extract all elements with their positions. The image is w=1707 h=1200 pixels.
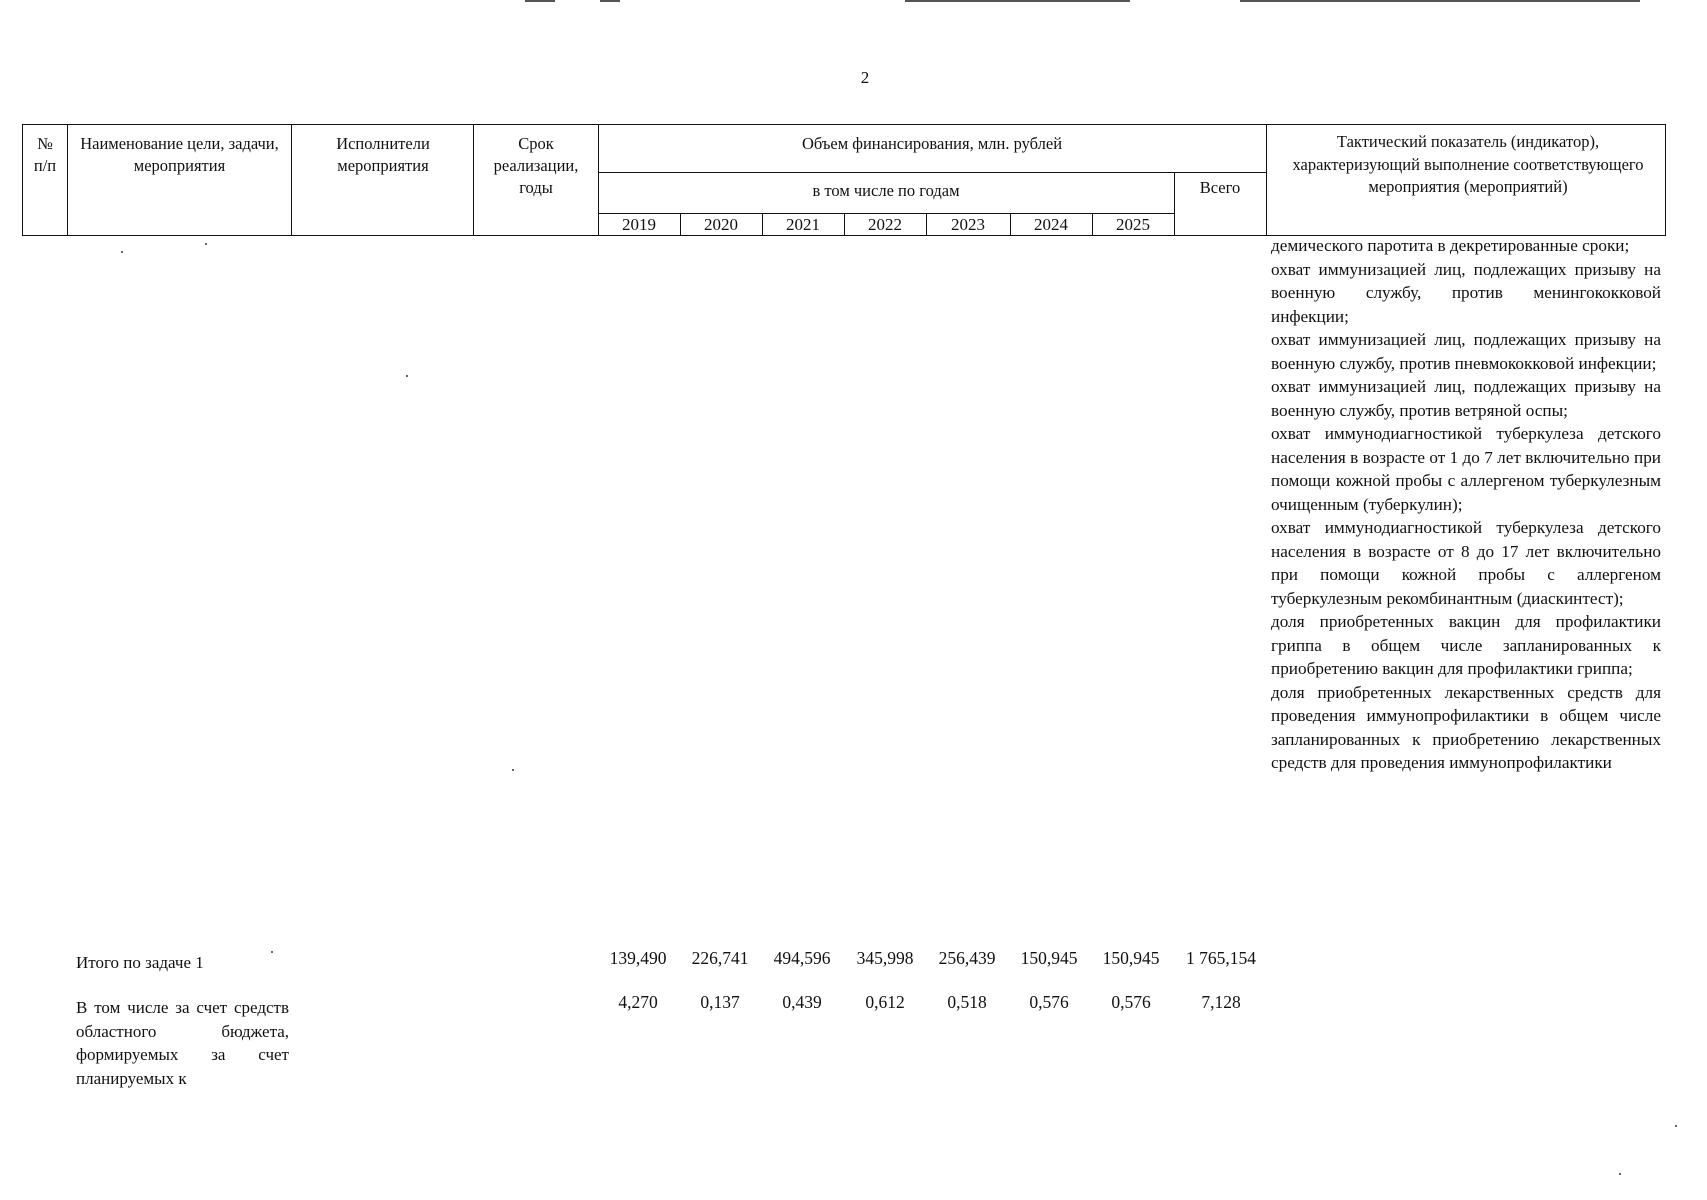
scan-speck [271, 951, 273, 953]
header-by-years: в том числе по годам [812, 181, 960, 200]
indicator-paragraph: охват иммунизацией лиц, подлежащих призыву на военную службу, против ветряной оспы; [1271, 377, 1661, 420]
scan-speck [1675, 1125, 1677, 1127]
header-number: № п/п [33, 134, 57, 175]
indicator-paragraph: доля приобретенных вакцин для профилактики гриппа в общем числе запланированных к приобретению вакцин для профилактики гриппа; [1271, 612, 1661, 678]
row-regional-2024: 0,576 [1029, 992, 1069, 1012]
indicator-paragraph: демического паротита в декретированные сроки; [1271, 236, 1630, 255]
page-number: 2 [860, 68, 870, 87]
year-2019: 2019 [622, 215, 656, 234]
header-name: Наименование цели, задачи, мероприятия [80, 134, 279, 175]
scan-mark [525, 0, 555, 2]
row-label-regional-budget: В том числе за счет средств областного бюджета, формируемых за счет планируемых к [76, 998, 289, 1088]
scan-mark [600, 0, 620, 2]
scan-speck [121, 251, 123, 253]
year-2024: 2024 [1034, 215, 1068, 234]
year-2023: 2023 [951, 215, 985, 234]
indicator-paragraph: охват иммунодиагностикой туберкулеза детского населения в возрасте от 1 до 7 лет включительно при помощи кожной пробы с аллергеном туберкулезным очищенным (туберкулин); [1271, 424, 1661, 514]
year-2022: 2022 [868, 215, 902, 234]
header-total: Всего [1199, 178, 1241, 197]
table-header [22, 124, 1666, 236]
row-regional-2020: 0,137 [700, 992, 740, 1012]
scan-speck [512, 769, 514, 771]
row-total-task-2022: 345,998 [856, 948, 914, 968]
row-total-task-2019: 139,490 [609, 948, 667, 968]
scan-speck [205, 243, 207, 245]
scan-speck [406, 375, 408, 377]
indicator-paragraph: доля приобретенных лекарственных средств для проведения иммунопрофилактики в общем числе запланированных к приобретению лекарственных средств для проведения иммунопрофилактики [1271, 682, 1661, 772]
scan-speck [1619, 1173, 1621, 1175]
scan-mark [905, 0, 1130, 2]
row-label-total-task: Итого по задаче 1 [76, 953, 204, 972]
header-term: Срок реализации, годы [493, 134, 579, 197]
row-total-task-2023: 256,439 [938, 948, 996, 968]
row-total-task-2020: 226,741 [691, 948, 749, 968]
indicator-paragraph: охват иммунизацией лиц, подлежащих призыву на военную службу, против пневмококковой инфекции; [1271, 330, 1661, 373]
row-regional-2025: 0,576 [1111, 992, 1151, 1012]
row-regional-sum: 7,128 [1201, 992, 1241, 1012]
row-regional-2019: 4,270 [618, 992, 658, 1012]
header-funding: Объем финансирования, млн. рублей [801, 134, 1063, 153]
row-regional-2023: 0,518 [947, 992, 987, 1012]
row-total-task-2024: 150,945 [1020, 948, 1078, 968]
indicator-text [1271, 234, 1661, 775]
header-executors: Исполнители мероприятия [336, 134, 430, 175]
year-2025: 2025 [1116, 215, 1150, 234]
row-regional-2021: 0,439 [782, 992, 822, 1012]
header-indicator: Тактический показатель (индикатор), характеризующий выполнение соответствующего мероприятия (мероприятий) [1292, 132, 1644, 196]
row-regional-2022: 0,612 [865, 992, 905, 1012]
indicator-paragraph: охват иммунодиагностикой туберкулеза детского населения в возрасте от 8 до 17 лет включительно при помощи кожной пробы с аллергеном туберкулезным рекомбинантным (диаскинтест); [1271, 518, 1661, 608]
scan-mark [1240, 0, 1640, 2]
row-total-task-2025: 150,945 [1102, 948, 1160, 968]
indicator-paragraph: охват иммунизацией лиц, подлежащих призыву на военную службу, против менингококковой инфекции; [1271, 259, 1661, 326]
year-2020: 2020 [704, 215, 738, 234]
row-total-task-sum: 1 765,154 [1186, 948, 1256, 968]
year-2021: 2021 [786, 215, 820, 234]
row-total-task-2021: 494,596 [773, 948, 831, 968]
